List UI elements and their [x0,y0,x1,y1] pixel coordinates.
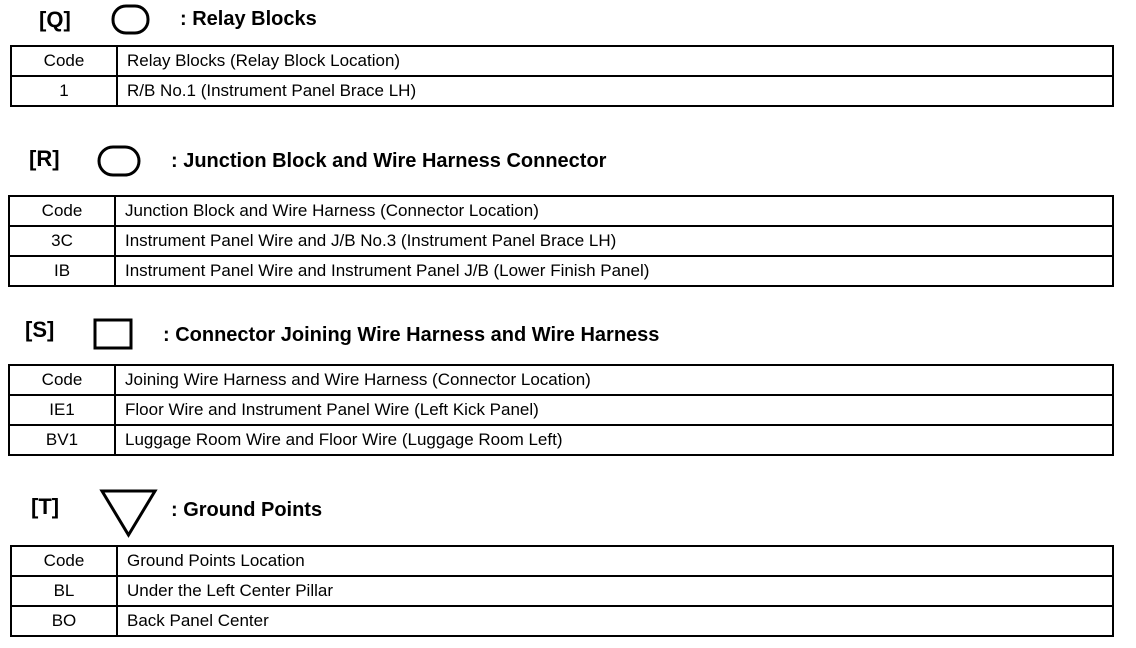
table-row [11,576,1113,606]
table-row [9,226,1113,256]
section-letter: [Q] [39,7,71,32]
column-header-code: Code [9,365,115,395]
section-header [0,0,1136,40]
junction-block-table [8,195,1114,287]
row-description: Floor Wire and Instrument Panel Wire (Left Kick Panel) [115,395,1113,425]
table-row [11,606,1113,636]
rounded-rectangle-icon [96,144,144,180]
section-title: : Ground Points [171,499,323,521]
table-row [9,256,1113,286]
column-header-description: Joining Wire Harness and Wire Harness (Connector Location) [115,365,1113,395]
section-header [0,142,1136,182]
table-header-row [9,196,1113,226]
table-row [11,76,1113,106]
relay-blocks-table [10,45,1114,107]
section-title: : Junction Block and Wire Harness Connector [171,150,607,172]
rounded-rectangle-icon [110,3,152,35]
table-header-row [11,46,1113,76]
row-code: BO [11,606,117,636]
section-title: : Relay Blocks [180,8,317,30]
column-header-description: Junction Block and Wire Harness (Connector Location) [115,196,1113,226]
table-row [9,395,1113,425]
row-code: BL [11,576,117,606]
row-description: Back Panel Center [117,606,1113,636]
ground-points-table [10,545,1114,637]
section-letter: [S] [25,317,55,342]
row-description: Under the Left Center Pillar [117,576,1113,606]
row-code: IE1 [9,395,115,425]
row-code: IB [9,256,115,286]
row-code: 3C [9,226,115,256]
section-letter: [R] [29,146,60,171]
column-header-code: Code [9,196,115,226]
column-header-description: Ground Points Location [117,546,1113,576]
row-code: 1 [11,76,117,106]
row-code: BV1 [9,425,115,455]
row-description: Luggage Room Wire and Floor Wire (Luggage Room Left) [115,425,1113,455]
row-description: R/B No.1 (Instrument Panel Brace LH) [117,76,1113,106]
section-header [0,484,1136,524]
section-title: : Connector Joining Wire Harness and Wire Harness [163,324,660,346]
section-header [0,314,1136,354]
table-header-row [11,546,1113,576]
rectangle-icon [92,316,136,354]
row-description: Instrument Panel Wire and Instrument Panel J/B (Lower Finish Panel) [115,256,1113,286]
column-header-code: Code [11,546,117,576]
column-header-code: Code [11,46,117,76]
connector-joining-table [8,364,1114,456]
row-description: Instrument Panel Wire and J/B No.3 (Instrument Panel Brace LH) [115,226,1113,256]
triangle-down-icon [98,486,160,540]
section-letter: [T] [31,494,60,519]
table-row [9,425,1113,455]
table-header-row [9,365,1113,395]
column-header-description: Relay Blocks (Relay Block Location) [117,46,1113,76]
